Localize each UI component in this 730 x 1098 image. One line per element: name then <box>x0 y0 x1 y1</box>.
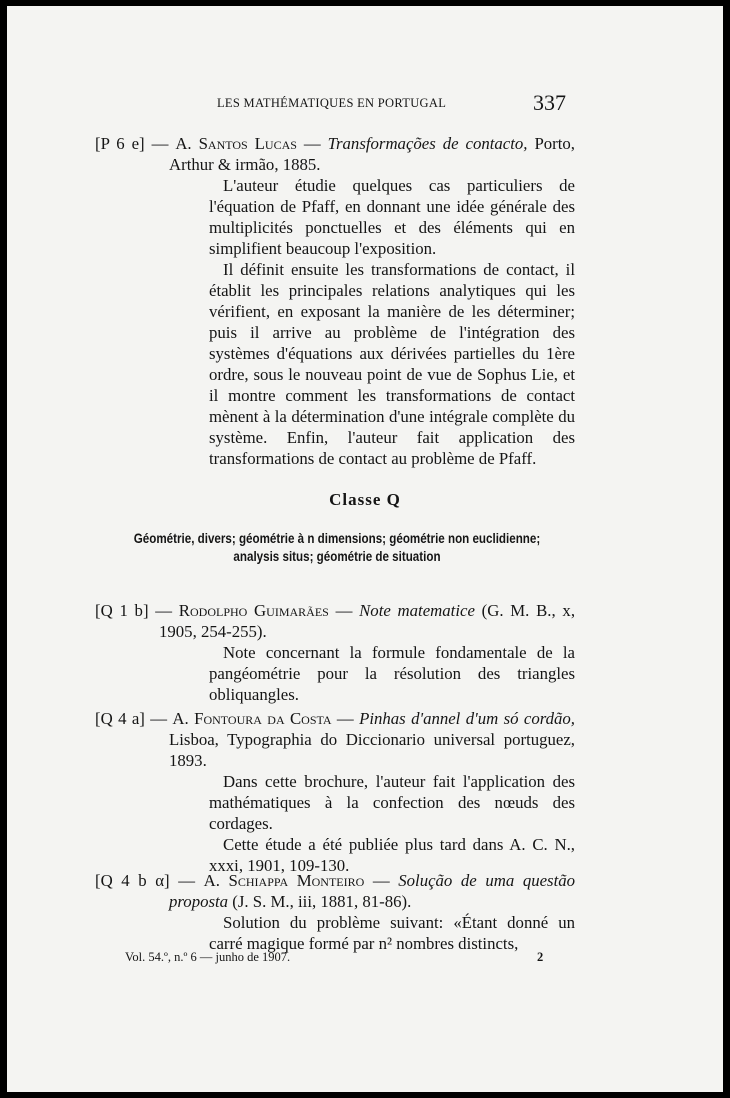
entry-code: [Q 4 b α] <box>95 871 170 890</box>
work-title: Solução de uma questão proposta <box>169 871 576 911</box>
publisher: Lisboa, Typographia do Diccionario universal portuguez, 1893. <box>169 730 575 770</box>
abstract-paragraph: L'auteur étudie quelques cas particuliers de l'équation de Pfaff, en donnant une idée générale des multiplicités ponctuelles et des éléments qui en simplifient beaucoup l'exposition. <box>209 176 575 258</box>
entry-p6e <box>95 133 575 469</box>
reference: (G. M. B., x, 1905, 254-255). <box>159 601 576 641</box>
author-initial: A. <box>172 709 189 728</box>
work-title: Transformações de contacto, <box>327 134 528 153</box>
volume-info: Vol. 54.º, n.º 6 — junho de 1907. <box>125 950 291 964</box>
abstract-paragraph: Solution du problème suivant: «Étant donné un carré magique formé par n² nombres distincts, <box>209 913 575 953</box>
page-number: 337 <box>533 90 566 115</box>
entry-code: [P 6 e] <box>95 134 145 153</box>
entry-body <box>95 771 575 876</box>
class-subtitle: Géométrie, divers; géométrie à n dimensions; géométrie non euclidienne; analysis situs; géométrie de situation <box>133 531 541 564</box>
author-name: Schiappa Monteiro <box>228 871 365 890</box>
author-initial: A. <box>203 871 220 890</box>
abstract-paragraph: Dans cette brochure, l'auteur fait l'application des mathématiques à la confection des nœuds des cordages. <box>209 772 575 833</box>
running-title: LES MATHÉMATIQUES EN PORTUGAL <box>217 96 447 110</box>
entry-q1b <box>95 600 575 705</box>
entry-q4ba <box>95 870 575 954</box>
entry-q4a <box>95 708 575 876</box>
entry-heading: [Q 4 b α] — A. Schiappa Monteiro — Solução de uma questão proposta (J. S. M., iii, 1881, 81-86). <box>95 871 576 911</box>
entry-heading: [Q 1 b] — Rodolpho Guimarães — Note matematice (G. M. B., x, 1905, 254-255). <box>95 601 576 641</box>
abstract-paragraph: Il définit ensuite les transformations de contact, il établit les principales relations analytiques qui les vérifient, en exposant la manière de les déterminer; puis il arrive au problème de l'intégration des systèmes d'équations aux dérivées partielles du 1ère ordre, sous le nouveau point de vue de Sophus Lie, et il montre comment les transformations de contact mènent à la détermination d'une intégrale complète du système. Enfin, l'auteur fait application des transformations de contact au problème de Pfaff. <box>209 260 575 468</box>
entry-code: [Q 4 a] <box>95 709 145 728</box>
publisher: Porto, Arthur & irmão, 1885. <box>169 134 575 174</box>
author-name: Fontoura da Costa <box>194 709 332 728</box>
reference: (J. S. M., iii, 1881, 81-86). <box>232 892 412 911</box>
work-title: Note matematice <box>359 601 475 620</box>
author-name: Santos Lucas <box>198 134 297 153</box>
document-page <box>7 6 723 1092</box>
abstract-paragraph: Cette étude a été publiée plus tard dans A. C. N., xxxi, 1901, 109-130. <box>209 835 575 875</box>
author-initial: A. <box>175 134 192 153</box>
entry-body <box>95 175 575 469</box>
page-footer <box>125 950 555 965</box>
running-head <box>7 90 723 116</box>
entry-heading: [P 6 e] — A. Santos Lucas — Transformações de contacto, Porto, Arthur & irmão, 1885. <box>95 134 575 174</box>
entry-body <box>95 642 575 705</box>
class-title: Classe Q <box>329 490 401 509</box>
abstract-paragraph: Note concernant la formule fondamentale de la pangéométrie pour la résolution des triangles obliquangles. <box>209 643 575 704</box>
author-name: Rodolpho Guimarães <box>178 601 329 620</box>
work-title: Pinhas d'annel d'um só cordão, <box>359 709 575 728</box>
entry-heading: [Q 4 a] — A. Fontoura da Costa — Pinhas d'annel d'um só cordão, Lisboa, Typographia do Diccionario universal portuguez, 1893. <box>95 709 575 770</box>
signature-mark: 2 <box>537 950 544 964</box>
entry-body <box>95 912 575 954</box>
entry-code: [Q 1 b] <box>95 601 149 620</box>
